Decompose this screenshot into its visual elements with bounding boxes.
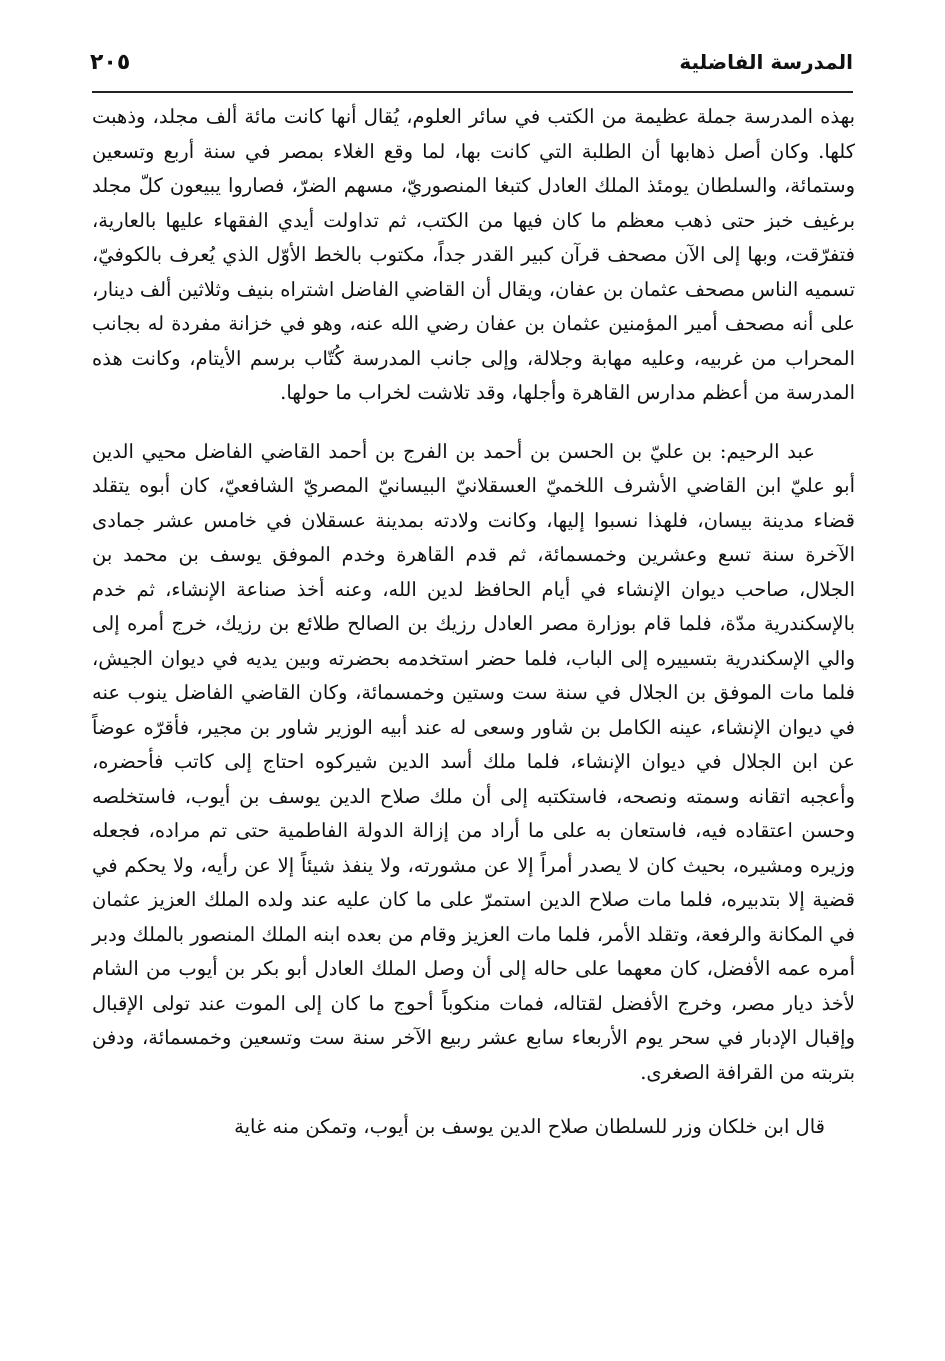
header-rule [92,91,853,93]
paragraph-abd-al-rahim-biography: عبد الرحيم: بن عليّ بن الحسن بن أحمد بن الفرج بن أحمد القاضي الفاضل محيي الدين أبو عليّ ابن القاضي الأشرف اللخميّ العسقلانيّ البيسانيّ المصريّ الشافعيّ، كان أبوه يتقلد قضاء مدينة بيسان، فلهذا نسبوا إليها، وكانت ولادته بمدينة عسقلان في خامس عشر جمادى الآخرة سنة تسع وعشرين وخمسمائة، ثم قدم القاهرة وخدم الموفق يوسف بن محمد بن الجلال، صاحب ديوان الإنشاء في أيام الحافظ لدين الله، وعنه أخذ صناعة الإنشاء، ثم خدم بالإسكندرية مدّة، فلما قام بوزارة مصر العادل رزيك بن الصالح طلائع بن رزيك، خرج أمره إلى والي الإسكندرية بتسييره إلى الباب، فلما حضر استخدمه بحضرته وبين يديه في ديوان الجيش، فلما مات الموفق بن الجلال في سنة ست وستين وخمسمائة، وكان القاضي الفاضل ينوب عنه في ديوان الإنشاء، عينه الكامل بن شاور وسعى له عند أبيه الوزير شاور بن مجير، فأقرّه عوضاً عن ابن الجلال في ديوان الإنشاء، فلما ملك أسد الدين شيركوه احتاج إلى كاتب فأحضره، وأعجبه اتقانه وسمته ونصحه، فاستكتبه إلى أن ملك صلاح الدين يوسف بن أيوب، فاستخلصه وحسن اعتقاده فيه، فاستعان به على ما أراد من إزالة الدولة الفاطمية حتى تم مراده، فجعله وزيره ومشيره، بحيث كان لا يصدر أمراً إلا عن مشورته، ولا ينفذ شيئاً إلا عن رأيه، ولا يحكم في قضية إلا بتدبيره، فلما مات صلاح الدين استمرّ على ما كان عليه عند ولده الملك العزيز عثمان في المكانة والرفعة، وتقلد الأمر، فلما مات العزيز وقام من بعده ابنه الملك المنصور بالملك ودبر أمره عمه الأفضل، كان معهما على حاله إلى أن وصل الملك العادل أبو بكر بن أيوب من الشام لأخذ ديار مصر، وخرج الأفضل لقتاله، فمات منكوباً أحوج ما كان إلى الموت عند تولى الإقبال وإقبال الإدبار في سحر يوم الأربعاء سابع عشر ربيع الآخر سنة ست وتسعين وخمسمائة، ودفن بتربته من القرافة الصغرى. [92,439,855,1084]
running-title: المدرسة الفاضلية [679,50,853,74]
paragraph-ibn-khallikan: قال ابن خلكان وزر للسلطان صلاح الدين يوسف بن أيوب، وتمكن منه غاية [234,1115,825,1138]
body-text [92,100,855,1145]
page-header [90,42,853,82]
page-number: ٢٠٥ [90,49,131,75]
paragraph-madrasa-library: بهذه المدرسة جملة عظيمة من الكتب في سائر العلوم، يُقال أنها كانت مائة ألف مجلد، وذهبت كلها. وكان أصل ذهابها أن الطلبة التي كانت بها، لما وقع الغلاء بمصر في سنة أربع وتسعين وستمائة، والسلطان يومئذ الملك العادل كتبغا المنصوريّ، مسهم الضرّ، فصاروا يبيعون كلّ مجلد برغيف خبز حتى ذهب معظم ما كان فيها من الكتب، ثم تداولت أيدي الفقهاء عليها بالعارية، فتفرّقت، وبها إلى الآن مصحف قرآن كبير القدر جداً، مكتوب بالخط الأوّل الذي يُعرف بالكوفيّ، تسميه الناس مصحف عثمان بن عفان، ويقال أن القاضي الفاضل اشتراه بنيف وثلاثين ألف دينار، على أنه مصحف أمير المؤمنين عثمان بن عفان رضي الله عنه، وهو في خزانة مفردة له بجانب المحراب من غربيه، وعليه مهابة وجلالة، وإلى جانب المدرسة كُتّاب برسم الأيتام، وكانت هذه المدرسة من أعظم مدارس القاهرة وأجلها، وقد تلاشت لخراب ما حولها. [92,105,855,404]
